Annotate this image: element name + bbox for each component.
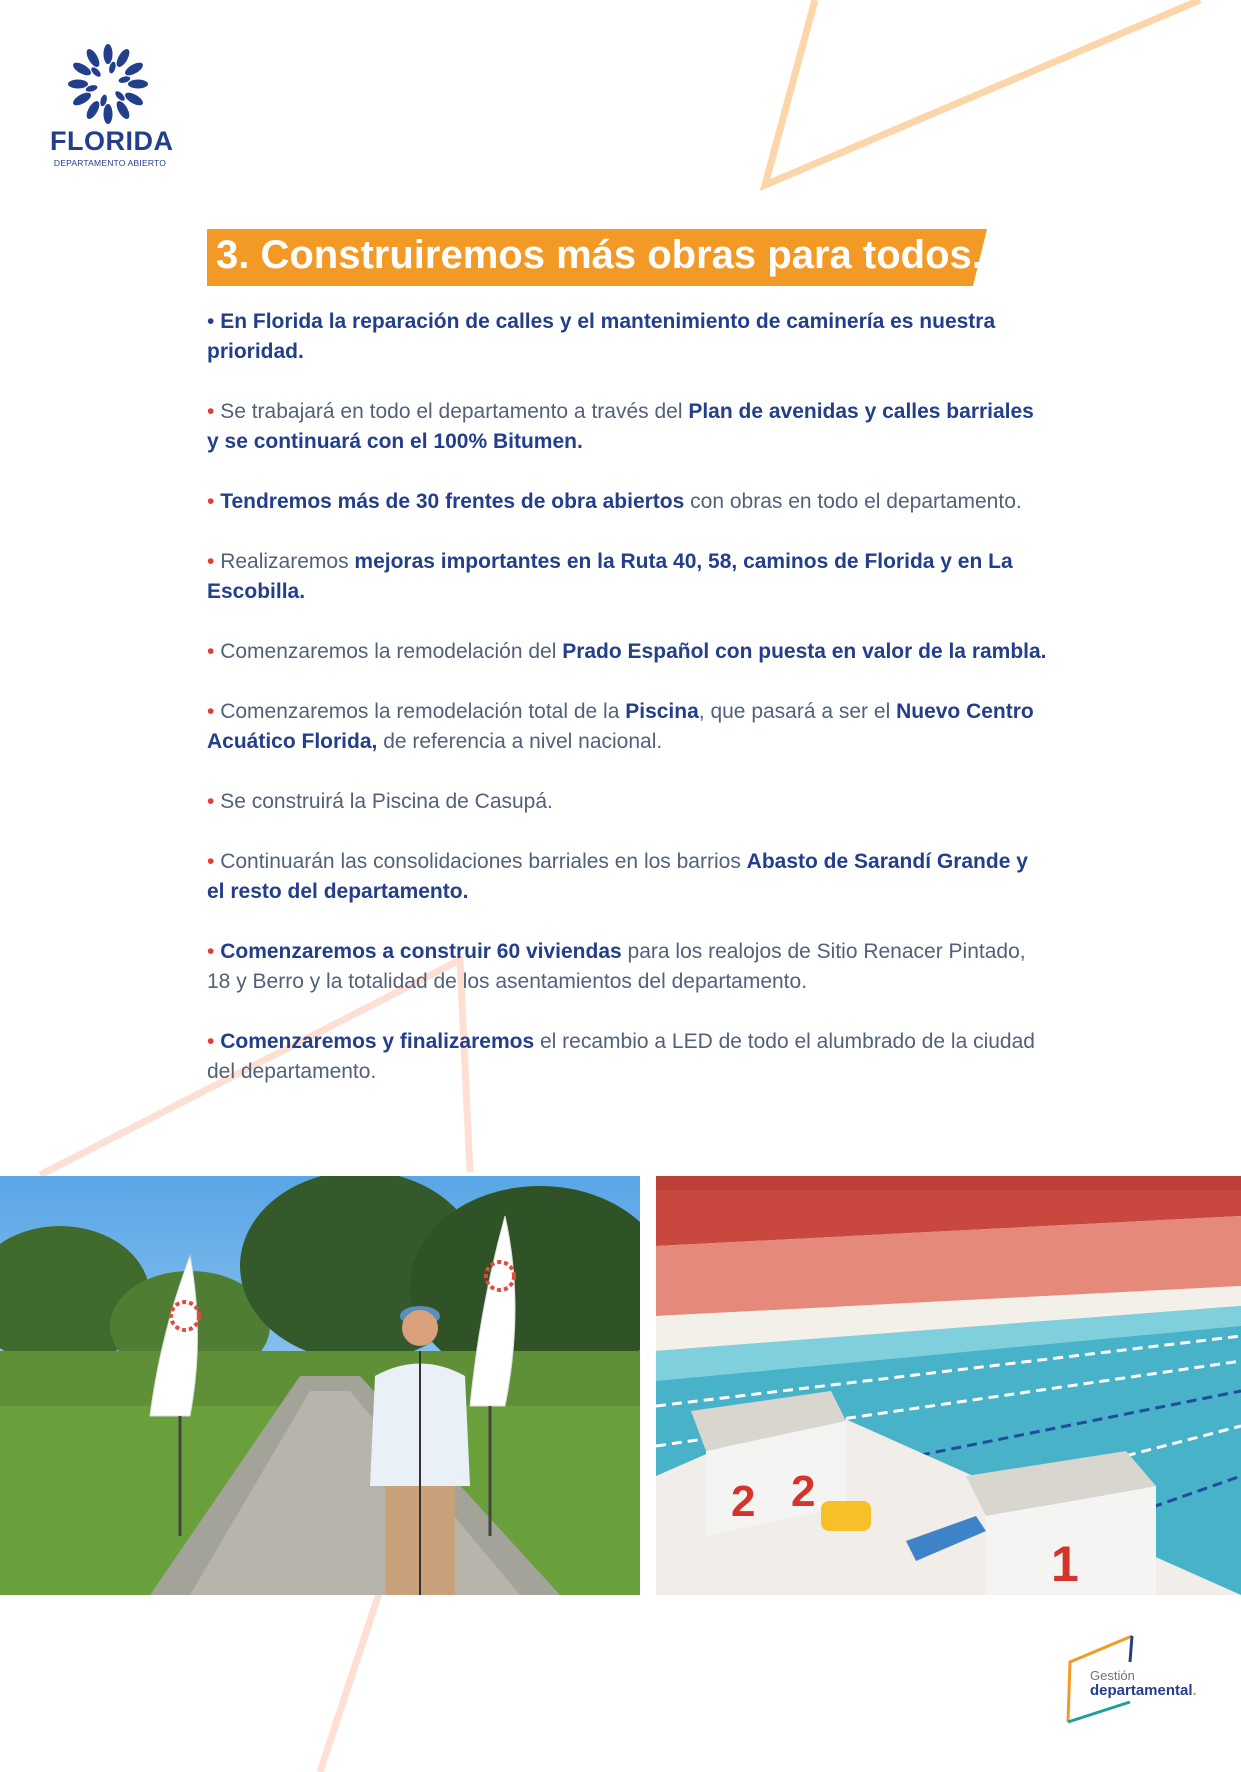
list-item: • Se trabajará en todo el departamento a través del Plan de avenidas y calles barriales y se continuará con el 100% Bitumen. (207, 400, 1034, 453)
footer-logo-line1: Gestión (1090, 1668, 1135, 1683)
bullet-icon: • (207, 640, 215, 663)
list-item: • En Florida la reparación de calles y el mantenimiento de caminería es nuestra prioridad. (207, 310, 996, 363)
bullet-icon: • (207, 940, 215, 963)
proposal-list (207, 307, 1047, 1087)
bullet-icon: • (207, 790, 215, 813)
list-item: • Realizaremos mejoras importantes en la Ruta 40, 58, caminos de Florida y en La Escobilla. (207, 550, 1013, 603)
list-item: • Se construirá la Piscina de Casupá. (207, 790, 553, 813)
logo-subtitle: DEPARTAMENTO ABIERTO (53, 158, 167, 168)
starting-block-number-1: 2 (731, 1477, 756, 1526)
photo-indoor-pool (656, 1176, 1241, 1595)
bullet-icon: • (207, 1030, 215, 1053)
page-title: 3. Construiremos más obras para todos. (216, 233, 983, 277)
bullet-icon: • (207, 310, 215, 333)
starting-block-number-2: 2 (791, 1467, 816, 1516)
list-item: • Tendremos más de 30 frentes de obra abiertos con obras en todo el departamento. (207, 490, 1022, 513)
bullet-icon: • (207, 700, 215, 723)
footer-logo-line2: departamental. (1090, 1682, 1197, 1699)
bullet-icon: • (207, 400, 215, 423)
list-item: • Comenzaremos la remodelación del Prado Español con puesta en valor de la rambla. (207, 640, 1047, 663)
bullet-icon: • (207, 550, 215, 573)
florida-logo (50, 40, 174, 180)
logo-name: FLORIDA (50, 126, 174, 156)
list-item: • Comenzaremos y finalizaremos el recambio a LED de todo el alumbrado de la ciudad del departamento. (207, 1030, 1035, 1083)
bullet-icon: • (207, 850, 215, 873)
list-item: • Comenzaremos la remodelación total de la Piscina, que pasará a ser el Nuevo Centro Acuático Florida, de referencia a nivel nacional. (207, 700, 1034, 753)
sun-emblem-icon (50, 40, 170, 126)
photo-road-speaker (0, 1176, 640, 1595)
list-item: • Continuarán las consolidaciones barriales en los barrios Abasto de Sarandí Grande y el resto del departamento. (207, 850, 1028, 903)
starting-block-number-3: 1 (1051, 1536, 1079, 1592)
list-item: • Comenzaremos a construir 60 viviendas para los realojos de Sitio Renacer Pintado, 18 y Berro y la totalidad de los asentamientos del departamento. (207, 940, 1026, 993)
bullet-icon: • (207, 490, 215, 513)
gestion-departamental-logo (1060, 1632, 1210, 1732)
